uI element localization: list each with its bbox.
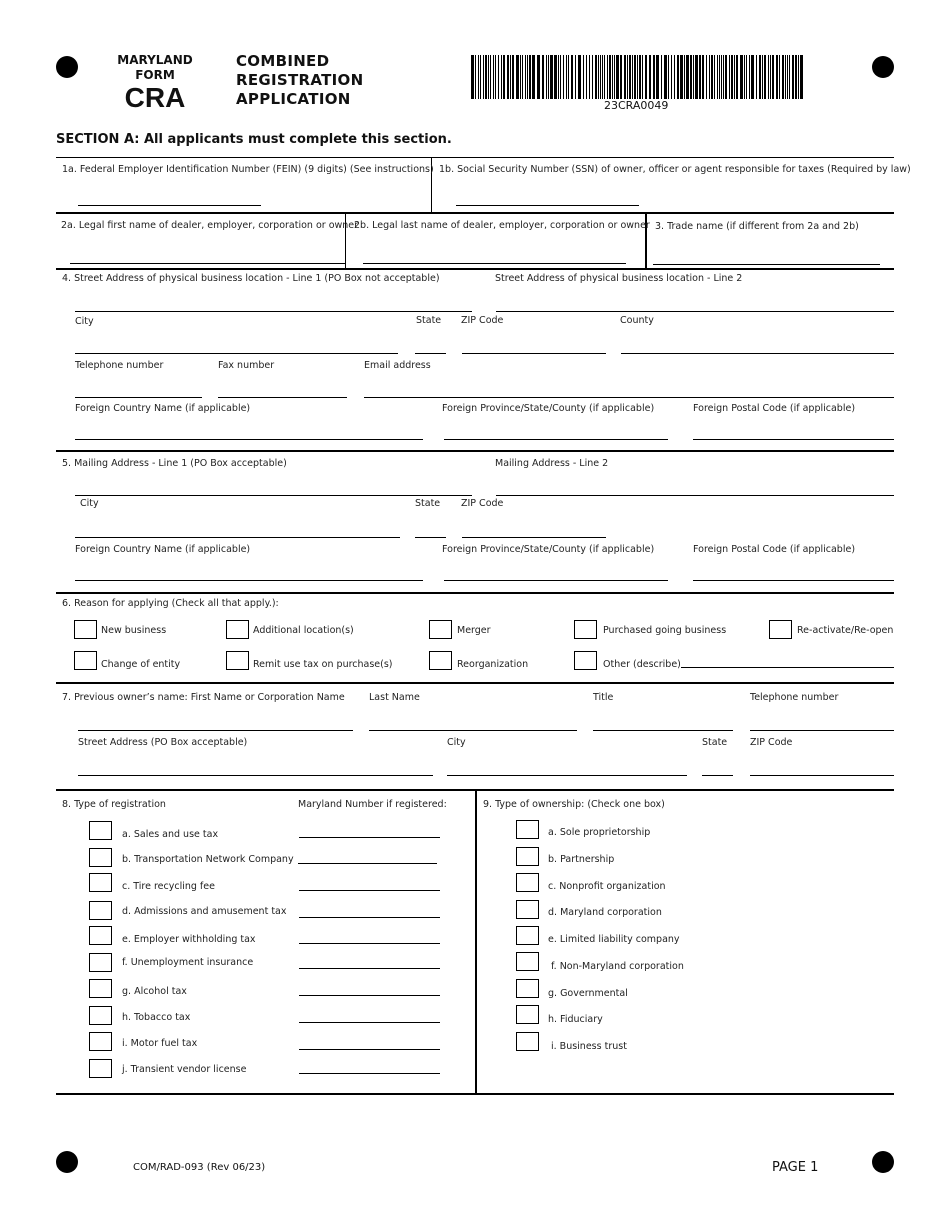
registration-number-admissions[interactable]	[299, 917, 440, 918]
mailing-foreign-province-input[interactable]	[444, 580, 668, 581]
ssn-label: 1b. Social Security Number (SSN) of owner, officer or agent responsible for taxes (Required by law)	[439, 164, 911, 175]
registration-number-sales-use[interactable]	[299, 837, 440, 838]
barcode-bar	[693, 55, 694, 99]
barcode-bar	[744, 55, 745, 99]
mailing-foreign-postal-input[interactable]	[693, 580, 894, 581]
barcode-bar	[520, 55, 521, 99]
physical-zip-input[interactable]	[462, 353, 606, 354]
barcode-bar	[532, 55, 535, 99]
barcode-bar	[653, 55, 655, 99]
barcode-bar	[717, 55, 718, 99]
barcode	[471, 55, 806, 99]
registration-mark-top-left	[56, 56, 78, 78]
registration-label: d. Admissions and amusement tax	[122, 906, 287, 917]
barcode-bar	[529, 55, 531, 99]
fax-label: Fax number	[218, 360, 275, 371]
barcode-bar	[624, 55, 626, 99]
registration-label: b. Transportation Network Company	[122, 854, 294, 865]
page-number: PAGE 1	[772, 1160, 819, 1175]
prev-owner-first-label: 7. Previous owner’s name: First Name or Corporation Name	[62, 692, 345, 703]
ownership-label: f. Non-Maryland corporation	[551, 961, 684, 972]
barcode-bar	[607, 55, 608, 99]
barcode-bar	[525, 55, 526, 99]
barcode-bar	[711, 55, 713, 99]
registration-checkbox-admissions[interactable]	[89, 901, 112, 920]
barcode-bar	[725, 55, 727, 99]
registration-label: f. Unemployment insurance	[122, 957, 254, 968]
form-title-line3: APPLICATION	[236, 90, 351, 108]
registration-checkbox-sales-use[interactable]	[89, 821, 112, 840]
barcode-bar	[787, 55, 788, 99]
barcode-bar	[645, 55, 647, 99]
rule	[56, 268, 894, 270]
fein-label: 1a. Federal Employer Identification Number (FEIN) (9 digits) (See instructions)	[62, 164, 434, 175]
email-input[interactable]	[364, 397, 894, 398]
registration-number-transient-vendor[interactable]	[299, 1073, 440, 1074]
barcode-bar	[785, 55, 786, 99]
barcode-bar	[490, 55, 491, 99]
barcode-bar	[746, 55, 747, 99]
form-title-line1: COMBINED	[236, 52, 330, 70]
registration-mark-bottom-left	[56, 1151, 78, 1173]
barcode-bar	[571, 55, 573, 99]
prev-owner-phone-input[interactable]	[750, 730, 894, 731]
barcode-bar	[501, 55, 502, 99]
rule	[56, 212, 894, 214]
barcode-bar	[768, 55, 769, 99]
barcode-bar	[749, 55, 750, 99]
barcode-bar	[604, 55, 605, 99]
barcode-bar	[503, 55, 505, 99]
ownership-label: b. Partnership	[548, 854, 615, 865]
barcode-bar	[493, 55, 494, 99]
barcode-bar	[475, 55, 476, 99]
barcode-bar	[560, 55, 561, 99]
barcode-bar	[483, 55, 484, 99]
barcode-bar	[522, 55, 523, 99]
barcode-bar	[723, 55, 724, 99]
barcode-bar	[649, 55, 651, 99]
reason-label: Purchased going business	[603, 625, 727, 636]
barcode-bar	[759, 55, 761, 99]
reason-label: Re-activate/Re-open	[797, 625, 894, 636]
physical-address-line1-input[interactable]	[75, 311, 472, 312]
barcode-bar	[510, 55, 511, 99]
barcode-bar	[699, 55, 701, 99]
barcode-bar	[609, 55, 611, 99]
registration-number-motor-fuel[interactable]	[299, 1049, 440, 1050]
prev-owner-first-input[interactable]	[78, 730, 353, 731]
registration-checkbox-transient-vendor[interactable]	[89, 1059, 112, 1078]
physical-address-line1-label: 4. Street Address of physical business location - Line 1 (PO Box not acceptable)	[62, 273, 440, 284]
mailing-address-line2-input[interactable]	[496, 495, 894, 496]
barcode-bar	[480, 55, 481, 99]
barcode-bar	[592, 55, 593, 99]
barcode-bar	[740, 55, 743, 99]
barcode-bar	[690, 55, 692, 99]
registration-number-tobacco[interactable]	[299, 1022, 440, 1023]
barcode-bar	[627, 55, 628, 99]
barcode-bar	[661, 55, 662, 99]
barcode-bar	[485, 55, 487, 99]
prev-owner-last-label: Last Name	[369, 692, 420, 703]
prev-owner-title-input[interactable]	[593, 730, 733, 731]
prev-owner-zip-label: ZIP Code	[750, 737, 793, 748]
physical-county-label: County	[620, 315, 654, 326]
physical-foreign-postal-label: Foreign Postal Code (if applicable)	[693, 403, 856, 414]
barcode-bar	[639, 55, 641, 99]
prev-owner-state-input[interactable]	[702, 775, 733, 776]
registration-label: j. Transient vendor license	[122, 1064, 247, 1075]
registration-checkbox-motor-fuel[interactable]	[89, 1032, 112, 1051]
barcode-bar	[674, 55, 675, 99]
reason-checkbox-other[interactable]	[574, 651, 597, 670]
physical-foreign-postal-input[interactable]	[693, 439, 894, 440]
reason-label: New business	[101, 625, 167, 636]
barcode-bar	[729, 55, 730, 99]
registration-checkbox-tnc[interactable]	[89, 848, 112, 867]
ownership-label: a. Sole proprietorship	[548, 827, 651, 838]
prev-owner-phone-label: Telephone number	[750, 692, 839, 703]
barcode-bar	[736, 55, 738, 99]
prev-owner-street-label: Street Address (PO Box acceptable)	[78, 737, 248, 748]
ownership-checkbox-partnership[interactable]	[516, 847, 539, 866]
registration-label: a. Sales and use tax	[122, 829, 219, 840]
mailing-state-input[interactable]	[415, 537, 446, 538]
barcode-bar	[586, 55, 587, 99]
ownership-label: i. Business trust	[551, 1041, 627, 1052]
maryland-number-heading: Maryland Number if registered:	[298, 799, 447, 810]
telephone-label: Telephone number	[75, 360, 164, 371]
barcode-bar	[671, 55, 672, 99]
barcode-bar	[498, 55, 499, 99]
mailing-foreign-province-label: Foreign Province/State/County (if applicable)	[442, 544, 655, 555]
registration-number-tnc[interactable]	[298, 863, 437, 864]
mailing-address-line1-input[interactable]	[75, 495, 472, 496]
first-name-input[interactable]	[70, 263, 346, 264]
mailing-address-line1-label: 5. Mailing Address - Line 1 (PO Box acceptable)	[62, 458, 287, 469]
registration-number-unemployment[interactable]	[299, 968, 440, 969]
reason-checkbox-merger[interactable]	[429, 620, 452, 639]
barcode-bar	[488, 55, 489, 99]
barcode-bar	[686, 55, 689, 99]
prev-owner-title-label: Title	[593, 692, 614, 703]
reason-label: Remit use tax on purchase(s)	[253, 659, 393, 670]
barcode-bar	[554, 55, 557, 99]
trade-name-label: 3. Trade name (if different from 2a and 2b)	[655, 221, 859, 232]
physical-state-label: State	[416, 315, 442, 326]
reason-checkbox-additional-location[interactable]	[226, 620, 249, 639]
first-name-label: 2a. Legal first name of dealer, employer, corporation or owner	[61, 220, 359, 231]
physical-state-input[interactable]	[415, 353, 446, 354]
reason-heading: 6. Reason for applying (Check all that apply.):	[62, 598, 279, 609]
barcode-bar	[695, 55, 698, 99]
registration-checkbox-withholding[interactable]	[89, 926, 112, 945]
fein-input[interactable]	[78, 205, 261, 206]
barcode-bar	[620, 55, 622, 99]
registration-checkbox-unemployment[interactable]	[89, 953, 112, 972]
registration-number-alcohol[interactable]	[299, 995, 440, 996]
mailing-address-line2-label: Mailing Address - Line 2	[495, 458, 609, 469]
ownership-label: h. Fiduciary	[548, 1014, 603, 1025]
mailing-zip-label: ZIP Code	[461, 498, 504, 509]
reason-label: Reorganization	[457, 659, 529, 670]
rule	[56, 157, 894, 158]
barcode-bar	[598, 55, 599, 99]
prev-owner-city-input[interactable]	[447, 775, 687, 776]
barcode-bar	[507, 55, 509, 99]
barcode-bar	[719, 55, 720, 99]
reason-checkbox-reorganization[interactable]	[429, 651, 452, 670]
barcode-bar	[772, 55, 774, 99]
reason-label: Additional location(s)	[253, 625, 354, 636]
email-label: Email address	[364, 360, 431, 371]
ownership-label: d. Maryland corporation	[548, 907, 662, 918]
form-title-line2: REGISTRATION	[236, 71, 364, 89]
barcode-bar	[795, 55, 797, 99]
registration-label: e. Employer withholding tax	[122, 934, 256, 945]
registration-checkbox-tobacco[interactable]	[89, 1006, 112, 1025]
registration-number-withholding[interactable]	[299, 943, 440, 944]
reason-label: Change of entity	[101, 659, 181, 670]
barcode-bar	[632, 55, 633, 99]
barcode-bar	[756, 55, 757, 99]
mailing-city-label: City	[80, 498, 99, 509]
registration-label: g. Alcohol tax	[122, 986, 187, 997]
ownership-label: e. Limited liability company	[548, 934, 680, 945]
form-state-label: MARYLAND	[117, 53, 193, 67]
barcode-bar	[616, 55, 619, 99]
ssn-input[interactable]	[456, 205, 639, 206]
physical-county-input[interactable]	[621, 353, 894, 354]
last-name-input[interactable]	[363, 263, 626, 264]
physical-zip-label: ZIP Code	[461, 315, 504, 326]
reason-checkbox-change-entity[interactable]	[74, 651, 97, 670]
barcode-bar	[714, 55, 715, 99]
form-code: CRA	[124, 82, 186, 113]
barcode-bar	[684, 55, 685, 99]
barcode-bar	[721, 55, 722, 99]
telephone-input[interactable]	[75, 397, 202, 398]
mailing-foreign-country-label: Foreign Country Name (if applicable)	[75, 544, 251, 555]
prev-owner-city-label: City	[447, 737, 466, 748]
reason-checkbox-remit-use-tax[interactable]	[226, 651, 249, 670]
last-name-label: 2b. Legal last name of dealer, employer, corporation or owner	[354, 220, 650, 231]
physical-foreign-province-label: Foreign Province/State/County (if applicable)	[442, 403, 655, 414]
physical-foreign-country-label: Foreign Country Name (if applicable)	[75, 403, 251, 414]
fax-input[interactable]	[218, 397, 347, 398]
barcode-bar	[568, 55, 569, 99]
barcode-bar	[668, 55, 669, 99]
barcode-bar	[734, 55, 735, 99]
ownership-type-heading: 9. Type of ownership: (Check one box)	[483, 799, 665, 810]
barcode-bar	[512, 55, 514, 99]
prev-owner-zip-input[interactable]	[750, 775, 894, 776]
barcode-bar	[614, 55, 615, 99]
barcode-bar	[578, 55, 581, 99]
ownership-label: c. Nonprofit organization	[548, 881, 666, 892]
reason-checkbox-purchased[interactable]	[574, 620, 597, 639]
barcode-bar	[600, 55, 601, 99]
barcode-bar	[537, 55, 540, 99]
barcode-bar	[548, 55, 549, 99]
form-id: COM/RAD-093 (Rev 06/23)	[133, 1162, 266, 1173]
physical-address-line2-input[interactable]	[496, 311, 894, 312]
barcode-bar	[612, 55, 613, 99]
barcode-bar	[558, 55, 559, 99]
barcode-bar	[762, 55, 763, 99]
ownership-checkbox-governmental[interactable]	[516, 979, 539, 998]
barcode-bar	[637, 55, 638, 99]
barcode-bar	[478, 55, 479, 99]
registration-type-heading: 8. Type of registration	[62, 799, 166, 810]
barcode-bar	[589, 55, 590, 99]
prev-owner-last-input[interactable]	[369, 730, 577, 731]
barcode-bar	[770, 55, 771, 99]
ownership-checkbox-maryland-corp[interactable]	[516, 900, 539, 919]
barcode-bar	[495, 55, 496, 99]
registration-mark-bottom-right	[872, 1151, 894, 1173]
barcode-bar	[602, 55, 603, 99]
barcode-bar	[629, 55, 631, 99]
barcode-bar	[595, 55, 597, 99]
mailing-foreign-postal-label: Foreign Postal Code (if applicable)	[693, 544, 856, 555]
barcode-bar	[575, 55, 576, 99]
rule	[56, 592, 894, 594]
barcode-bar	[516, 55, 519, 99]
barcode-bar	[542, 55, 544, 99]
barcode-bar	[642, 55, 643, 99]
barcode-bar	[779, 55, 780, 99]
barcode-bar	[471, 55, 474, 99]
barcode-bar	[634, 55, 636, 99]
barcode-bar	[776, 55, 778, 99]
barcode-bar	[764, 55, 766, 99]
barcode-bar	[664, 55, 667, 99]
barcode-bar	[527, 55, 528, 99]
barcode-bar	[792, 55, 794, 99]
barcode-bar	[563, 55, 564, 99]
reason-label: Merger	[457, 625, 491, 636]
barcode-bar	[706, 55, 707, 99]
prev-owner-state-label: State	[702, 737, 728, 748]
barcode-bar	[656, 55, 659, 99]
reason-label: Other (describe)	[603, 659, 681, 670]
physical-city-label: City	[75, 316, 94, 327]
reason-other-input[interactable]	[681, 667, 894, 668]
mailing-city-input[interactable]	[75, 537, 400, 538]
mailing-zip-input[interactable]	[462, 537, 606, 538]
ownership-checkbox-nonprofit[interactable]	[516, 873, 539, 892]
barcode-bar	[709, 55, 710, 99]
barcode-bar	[680, 55, 683, 99]
form-word-label: FORM	[135, 68, 175, 82]
barcode-text: 23CRA0049	[604, 99, 669, 112]
barcode-bar	[800, 55, 803, 99]
mailing-state-label: State	[415, 498, 441, 509]
mailing-foreign-country-input[interactable]	[75, 580, 423, 581]
barcode-bar	[782, 55, 784, 99]
registration-label: h. Tobacco tax	[122, 1012, 191, 1023]
registration-label: i. Motor fuel tax	[122, 1038, 198, 1049]
registration-checkbox-tire[interactable]	[89, 873, 112, 892]
ownership-checkbox-fiduciary[interactable]	[516, 1005, 539, 1024]
barcode-bar	[798, 55, 799, 99]
trade-name-input[interactable]	[653, 264, 880, 265]
prev-owner-street-input[interactable]	[78, 775, 433, 776]
reason-checkbox-reactivate[interactable]	[769, 620, 792, 639]
ownership-checkbox-llc[interactable]	[516, 926, 539, 945]
barcode-bar	[546, 55, 547, 99]
divider	[475, 791, 477, 1094]
ownership-checkbox-sole-proprietorship[interactable]	[516, 820, 539, 839]
physical-address-line2-label: Street Address of physical business location - Line 2	[495, 273, 743, 284]
barcode-bar	[731, 55, 733, 99]
ownership-label: g. Governmental	[548, 988, 628, 999]
ownership-checkbox-business-trust[interactable]	[516, 1032, 539, 1051]
ownership-checkbox-non-maryland-corp[interactable]	[516, 952, 539, 971]
registration-number-tire[interactable]	[299, 890, 440, 891]
rule	[56, 450, 894, 452]
registration-label: c. Tire recycling fee	[122, 881, 215, 892]
barcode-bar	[677, 55, 679, 99]
barcode-bar	[550, 55, 553, 99]
barcode-bar	[751, 55, 754, 99]
barcode-bar	[566, 55, 567, 99]
physical-city-input[interactable]	[75, 353, 398, 354]
physical-foreign-country-input[interactable]	[75, 439, 423, 440]
barcode-bar	[789, 55, 790, 99]
reason-checkbox-new-business[interactable]	[74, 620, 97, 639]
registration-mark-top-right	[872, 56, 894, 78]
rule	[56, 682, 894, 684]
barcode-bar	[702, 55, 704, 99]
barcode-bar	[583, 55, 584, 99]
section-a-heading: SECTION A: All applicants must complete this section.	[56, 132, 452, 147]
registration-checkbox-alcohol[interactable]	[89, 979, 112, 998]
physical-foreign-province-input[interactable]	[444, 439, 668, 440]
